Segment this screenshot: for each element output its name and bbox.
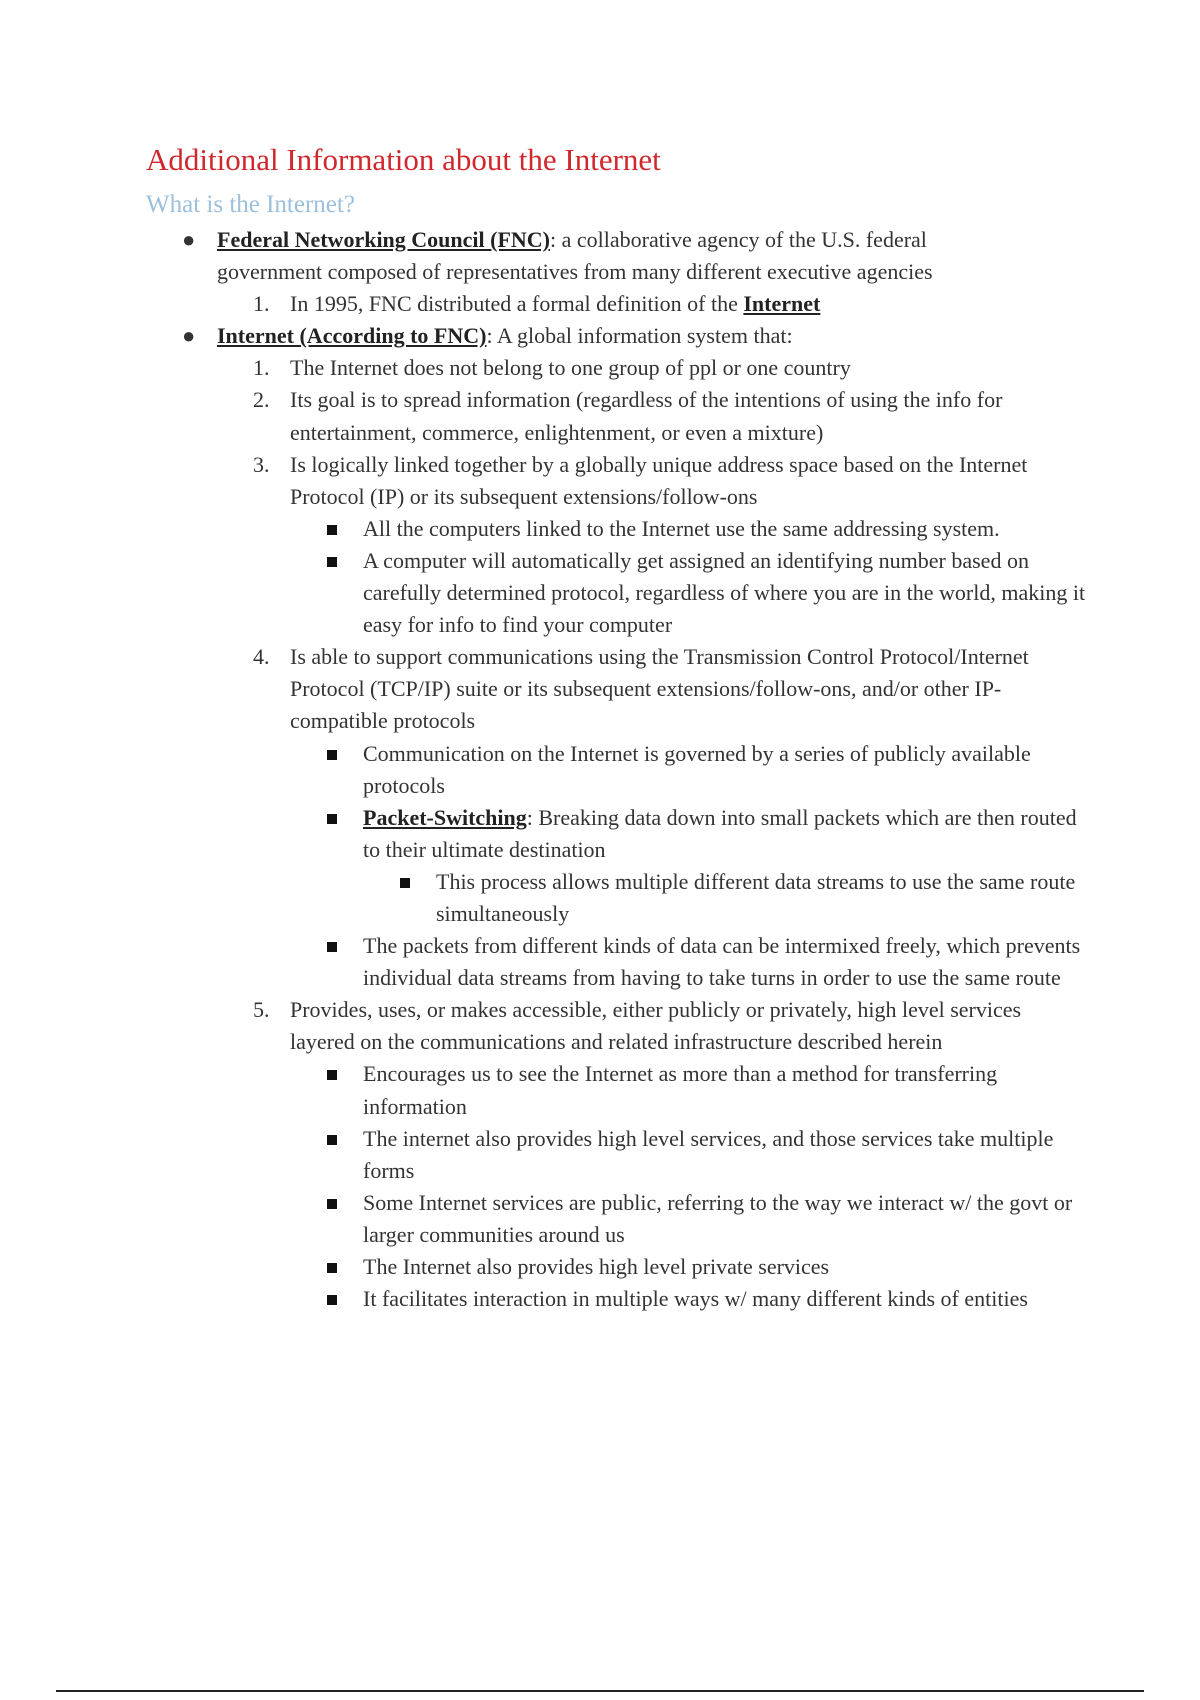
bullet-dot-icon: ● [182, 227, 196, 252]
list-number: 2. [253, 387, 270, 413]
square-bullet-icon [327, 525, 337, 535]
sub-bullet [0, 1123, 1088, 1187]
list-item-def-4 [0, 641, 1090, 737]
list-item-def-3 [0, 449, 1090, 513]
square-bullet-icon [327, 557, 337, 567]
sub-bullet [0, 1283, 1088, 1315]
sub-bullet [0, 513, 1088, 545]
square-bullet-icon [400, 878, 410, 888]
section-heading: What is the Internet? [146, 191, 355, 218]
def-item-text: Is logically linked together by a globally unique address space based on the Internet Protocol (IP) or its subsequent extensions/follow-ons [290, 451, 1028, 509]
list-item-fnc-1 [0, 288, 1090, 320]
packet-switching-description: : Breaking data down into small packets which are then routed to their ultimate destination [363, 804, 1077, 862]
fnc-item-text: In 1995, FNC distributed a formal definition of the [290, 291, 744, 317]
sub-sub-bullet [0, 866, 1088, 930]
sub-bullet [0, 545, 1088, 641]
sub-bullet-text: Encourages us to see the Internet as more than a method for transferring information [363, 1061, 998, 1119]
list-item-fnc [0, 224, 1017, 288]
list-number: 1. [253, 355, 270, 381]
list-item-def-2 [0, 384, 1090, 448]
list-item-internet-def [0, 320, 1017, 352]
square-bullet-icon [327, 1070, 337, 1080]
def-item-text: Its goal is to spread information (regardless of the intentions of using the info for entertainment, commerce, enlightenment, or even a mixture) [290, 387, 1003, 445]
term-internet-fnc: Internet (According to FNC) [217, 323, 487, 349]
sub-bullet-text: The internet also provides high level services, and those services take multiple forms [363, 1125, 1054, 1183]
list-item-def-1 [0, 352, 1090, 384]
square-bullet-icon [327, 1263, 337, 1273]
top-level-list [0, 224, 1200, 1315]
list-item-def-5 [0, 994, 1090, 1058]
fnc-description: : a collaborative agency of the U.S. federal government composed of representatives from many different executive agencies [217, 227, 933, 285]
sub-bullet-text: It facilitates interaction in multiple ways w/ many different kinds of entities [363, 1286, 1028, 1312]
list-number: 1. [253, 291, 270, 317]
sub-bullet-text: A computer will automatically get assigned an identifying number based on carefully determined protocol, regardless of where you are in the world, making it easy for info to find your computer [363, 547, 1086, 638]
list-number: 3. [253, 451, 270, 477]
sub-bullet-text: Communication on the Internet is governed by a series of publicly available protocols [363, 740, 1031, 798]
sub-bullet-packet-switching [0, 802, 1088, 866]
square-bullet-icon [327, 1295, 337, 1305]
square-bullet-icon [327, 1199, 337, 1209]
sub-bullet-text: The Internet also provides high level private services [363, 1254, 830, 1279]
sub-bullet [0, 930, 1088, 994]
sub-bullet [0, 1251, 1088, 1283]
sub-bullet-text: Some Internet services are public, referring to the way we interact w/ the govt or larger communities around us [363, 1189, 1073, 1247]
list-number: 4. [253, 644, 270, 670]
square-bullet-icon [327, 814, 337, 824]
sub-bullet-text: The packets from different kinds of data can be intermixed freely, which prevents individual data streams from having to take turns in order to use the same route [363, 933, 1081, 991]
def-item-text: Provides, uses, or makes accessible, either publicly or privately, high level services layered on the communications and related infrastructure described herein [290, 997, 1022, 1055]
document-title: Additional Information about the Internet [146, 142, 661, 177]
page-bottom-divider [56, 1690, 1144, 1692]
sub-bullet [0, 1058, 1088, 1122]
def-item-text: Is able to support communications using the Transmission Control Protocol/Internet Protocol (TCP/IP) suite or its subsequent extensions/follow-ons, and/or other IP-compatible protocols [290, 644, 1029, 734]
sub-sub-bullet-text: This process allows multiple different data streams to use the same route simultaneously [436, 868, 1076, 926]
bullet-dot-icon: ● [182, 323, 196, 349]
term-internet: Internet [743, 291, 821, 317]
square-bullet-icon [327, 942, 337, 952]
square-bullet-icon [327, 750, 337, 760]
list-number: 5. [253, 997, 270, 1023]
sub-bullet [0, 1187, 1088, 1251]
document-body [0, 224, 1200, 1315]
def-item-text: The Internet does not belong to one group of ppl or one country [290, 355, 851, 381]
sub-bullet-text: All the computers linked to the Internet use the same addressing system. [363, 515, 1000, 541]
term-fnc: Federal Networking Council (FNC) [217, 227, 551, 252]
term-packet-switching: Packet-Switching [363, 804, 527, 830]
square-bullet-icon [327, 1135, 337, 1145]
sub-bullet [0, 738, 1088, 802]
internet-def-description: : A global information system that: [486, 323, 793, 349]
